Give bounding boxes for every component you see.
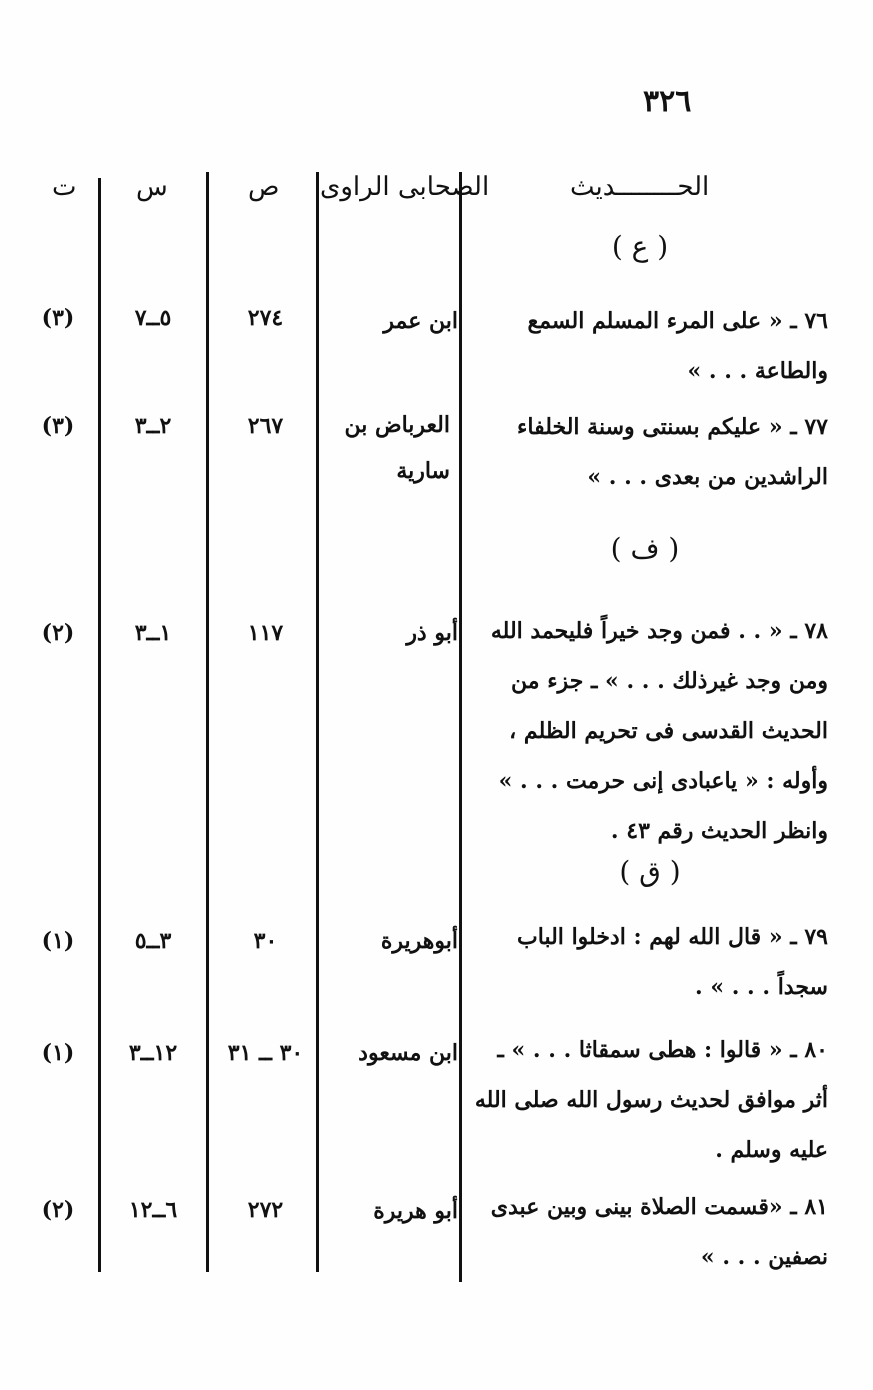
narrator: العرباض بن سارية [344, 412, 450, 484]
line-ref: ١٢ــ٣ [128, 1040, 178, 1066]
page-ref: ٢٦٧ [247, 413, 284, 439]
line-ref: ٣ــ٥ [134, 928, 172, 954]
narrator: أبو ذر [406, 620, 458, 646]
narrator: ابن مسعود [358, 1040, 458, 1066]
section-letter: ( ع ) [611, 230, 669, 263]
section-letter: ( ف ) [610, 532, 680, 565]
header-hadith: الحــــــــديث [570, 172, 710, 202]
page-ref: ١١٧ [247, 620, 284, 646]
line-ref: ٥ــ٧ [134, 305, 172, 331]
column-divider [459, 172, 462, 1282]
page-ref: ٣٠ [253, 928, 278, 954]
footnote-ref: (٣) [41, 413, 75, 439]
header-note: ت [52, 172, 77, 202]
page-ref: ٢٧٤ [247, 305, 284, 331]
column-divider [316, 172, 319, 1272]
footnote-ref: (٢) [41, 620, 75, 646]
footnote-ref: (١) [41, 1040, 75, 1066]
line-ref: ٦ــ١٢ [128, 1197, 178, 1223]
header-line: س [136, 172, 168, 202]
line-ref: ٢ــ٣ [134, 413, 172, 439]
section-letter: ( ق ) [619, 855, 681, 888]
page-ref: ٢٧٢ [247, 1197, 284, 1223]
column-divider [206, 172, 209, 1272]
hadith-entry: ٧٧ ـ « عليكم بسنتى وسنة الخلفاء الراشدين من بعدى . . . » [517, 414, 828, 490]
narrator: أبو هريرة [373, 1198, 458, 1224]
line-ref: ١ــ٣ [134, 620, 172, 646]
page-number: ٣٢٦ [643, 84, 692, 119]
narrator: ابن عمر [383, 308, 458, 334]
narrator: أبوهريرة [380, 928, 458, 954]
footnote-ref: (٣) [41, 305, 75, 331]
hadith-entry: ٧٨ ـ « . . فمن وجد خيراً فليحمد الله ومن وجد غيرذلك . . . » ـ جزء من الحديث القدسى فى تحريم الظلم ، وأوله : « ياعبادى إنى حرمت . . . » وانظر الحديث رقم ٤٣ . [490, 618, 828, 844]
hadith-entry: ٨١ ـ «قسمت الصلاة بينى وبين عبدى نصفين . . . » [490, 1194, 828, 1270]
header-narrator: الصحابى الراوى [320, 172, 490, 202]
column-divider [98, 178, 101, 1272]
hadith-entry: ٨٠ ـ « قالوا : هطى سمقاثا . . . » ـ أثر موافق لحديث رسول الله صلى الله عليه وسلم . [474, 1037, 828, 1163]
hadith-entry: ٧٦ ـ « على المرء المسلم السمع والطاعة . . . » [527, 308, 828, 384]
footnote-ref: (٢) [41, 1197, 75, 1223]
footnote-ref: (١) [41, 928, 75, 954]
hadith-entry: ٧٩ ـ « قال الله لهم : ادخلوا الباب سجداً . . . » . [517, 924, 828, 1000]
header-page: ص [248, 172, 280, 202]
page-ref: ٣٠ ــ ٣١ [227, 1040, 304, 1066]
